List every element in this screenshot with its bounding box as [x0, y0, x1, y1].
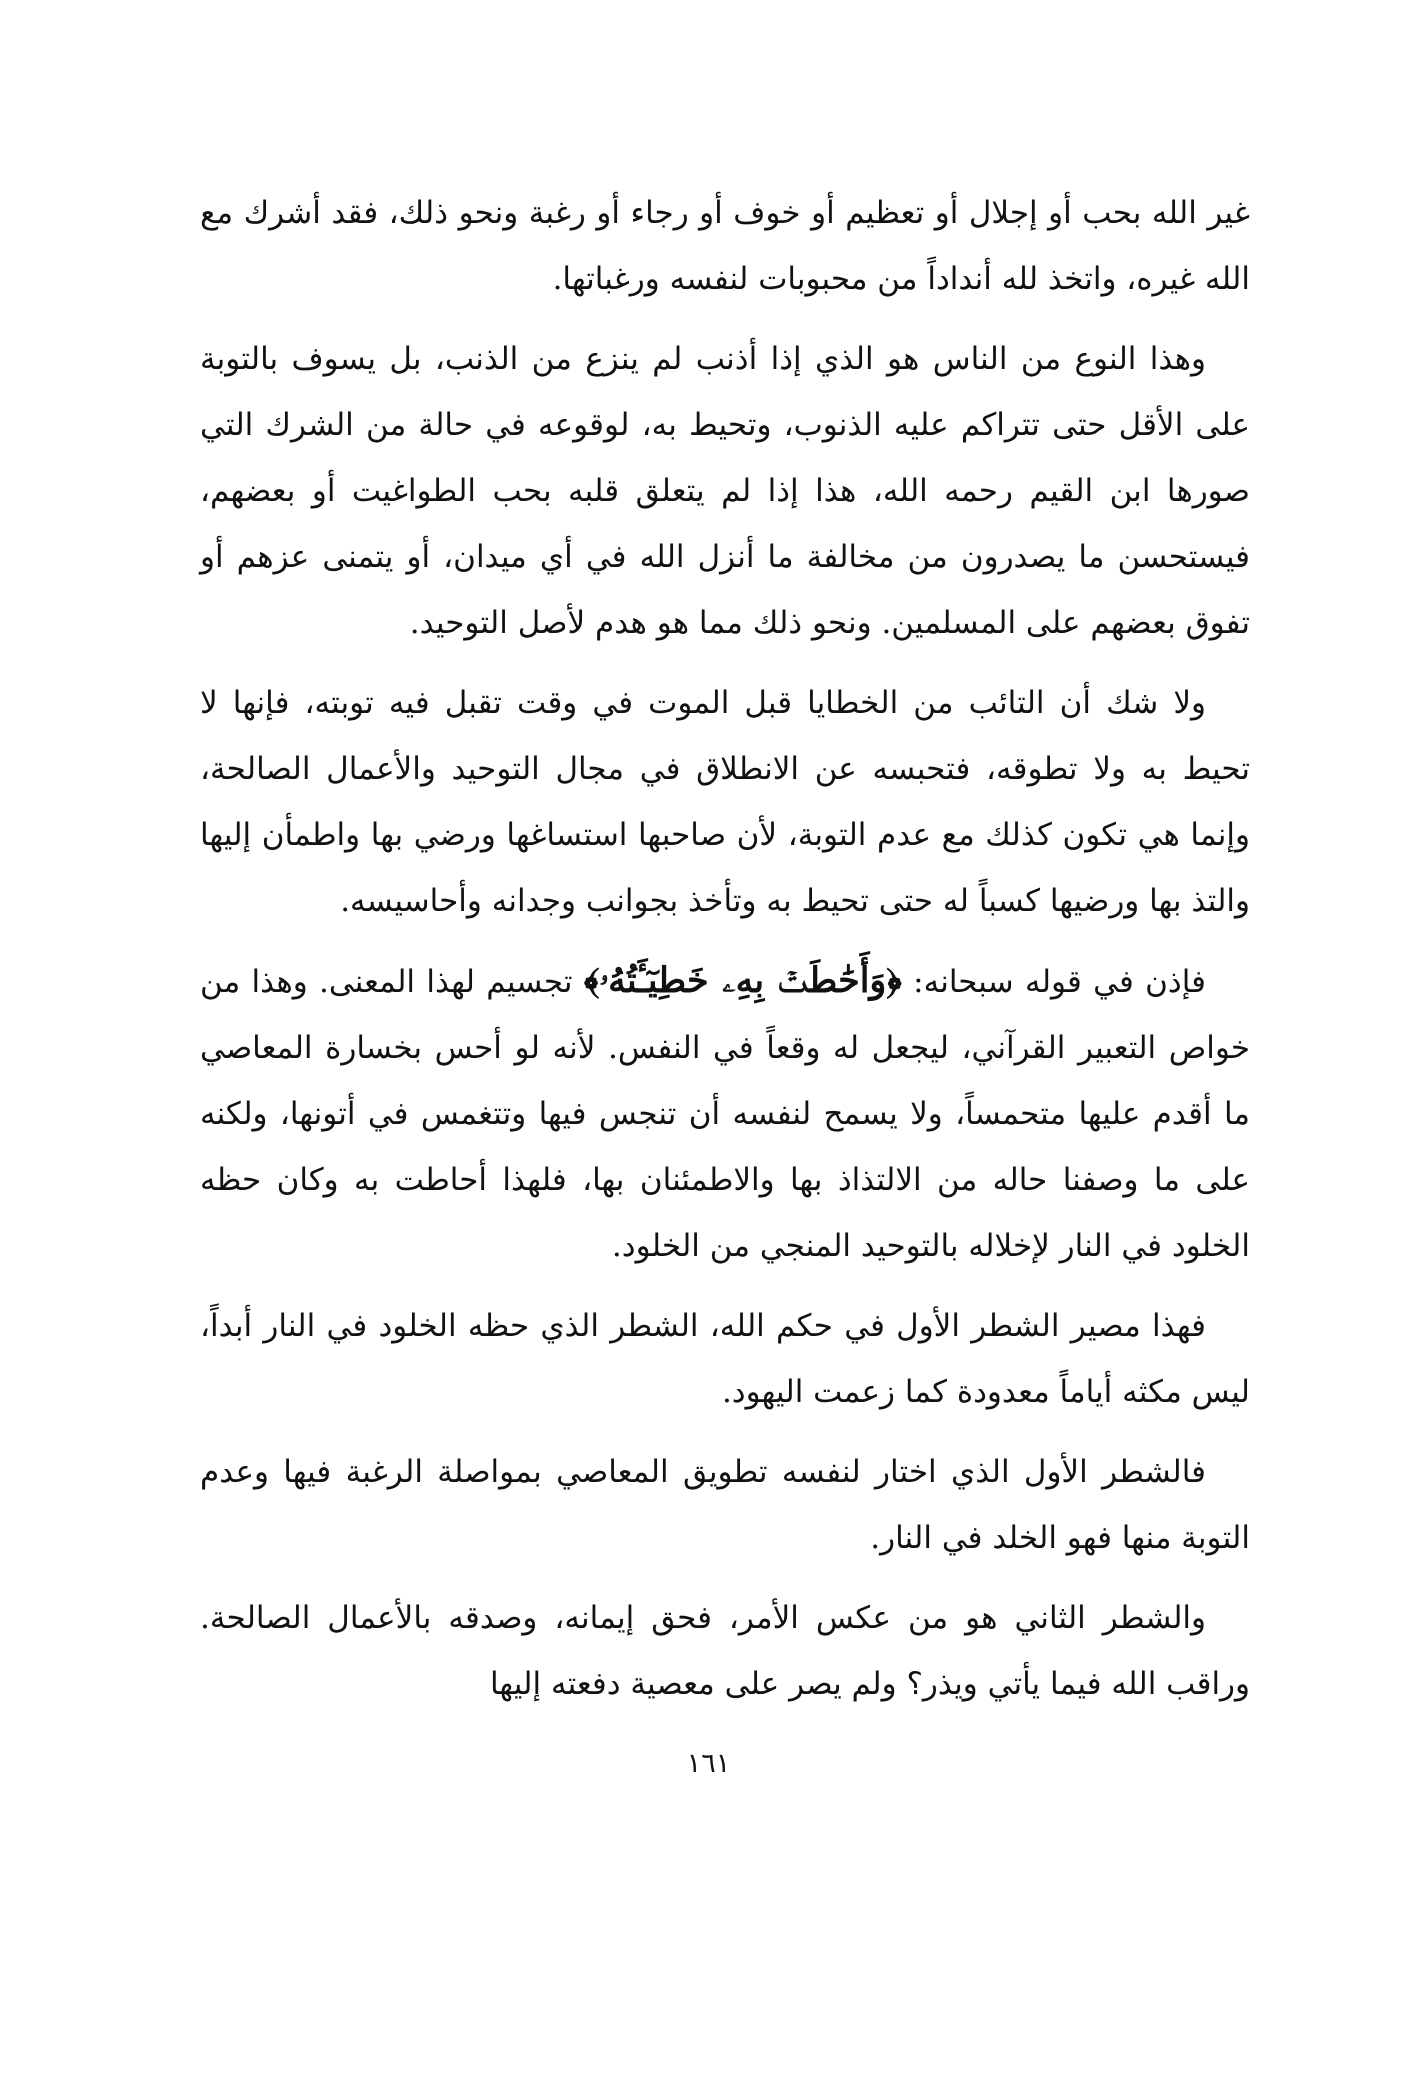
- paragraph-continuation: غير الله بحب أو إجلال أو تعظيم أو خوف أو رجاء أو رغبة ونحو ذلك، فقد أشرك مع الله غيره، واتخذ لله أنداداً من محبوبات لنفسه ورغباتها.: [200, 195, 1250, 297]
- paragraph-sin-type: وهذا النوع من الناس هو الذي إذا أذنب لم ينزع من الذنب، بل يسوف بالتوبة على الأقل حتى تتراكم عليه الذنوب، وتحيط به، لوقوعه في حالة من الشرك التي صورها ابن القيم رحمه الله، هذا إذا لم يتعلق قلبه بحب الطواغيت أو بعضهم، فيستحسن ما يصدرون من مخالفة ما أنزل الله في أي ميدان، أو يتمنى عزهم أو تفوق بعضهم على المسلمين. ونحو ذلك مما هو هدم لأصل التوحيد.: [200, 341, 1250, 641]
- verse-intro-text: فإذن في قوله سبحانه:: [901, 964, 1206, 1000]
- page-number: ١٦١: [686, 1748, 731, 1779]
- paragraph-fate-first-part: فهذا مصير الشطر الأول في حكم الله، الشطر الذي حظه الخلود في النار أبداً، ليس مكثه أياماً معدودة كما زعمت اليهود.: [200, 1308, 1250, 1410]
- paragraph-verse: [200, 948, 1250, 1279]
- paragraph-second-part: والشطر الثاني هو من عكس الأمر، فحق إيمانه، وصدقه بالأعمال الصالحة. وراقب الله فيما يأتي ويذر؟ ولم يصر على معصية دفعته إليها: [200, 1600, 1250, 1702]
- paragraph-repentance: ولا شك أن التائب من الخطايا قبل الموت في وقت تقبل فيه توبته، فإنها لا تحيط به ولا تطوقه، فتحبسه عن الانطلاق في مجال التوحيد والأعمال الصالحة، وإنما هي تكون كذلك مع عدم التوبة، لأن صاحبها استساغها ورضي بها واطمأن إليها والتذ بها ورضيها كسباً له حتى تحيط به وتأخذ بجوانب وجدانه وأحاسيسه.: [200, 685, 1250, 919]
- quran-verse: ﴿وَأَحَٰطَتۡ بِهِۦ خَطِيٓـَٔتُهُۥ﴾: [583, 960, 902, 1001]
- book-page: [200, 180, 1250, 1980]
- verse-commentary-text: تجسيم لهذا المعنى. وهذا من خواص التعبير القرآني، ليجعل له وقعاً في النفس. لأنه لو أحس بخسارة المعاصي ما أقدم عليها متحمساً، ولا يسمح لنفسه أن تنجس فيها وتتغمس في أتونها، ولكنه على ما وصفنا حاله من الالتذاذ بها والاطمئنان بها، فلهذا أحاطت به وكان حظه الخلود في النار لإخلاله بالتوحيد المنجي من الخلود.: [200, 964, 1250, 1264]
- paragraph-first-part-summary: فالشطر الأول الذي اختار لنفسه تطويق المعاصي بمواصلة الرغبة فيها وعدم التوبة منها فهو الخلد في النار.: [200, 1454, 1250, 1556]
